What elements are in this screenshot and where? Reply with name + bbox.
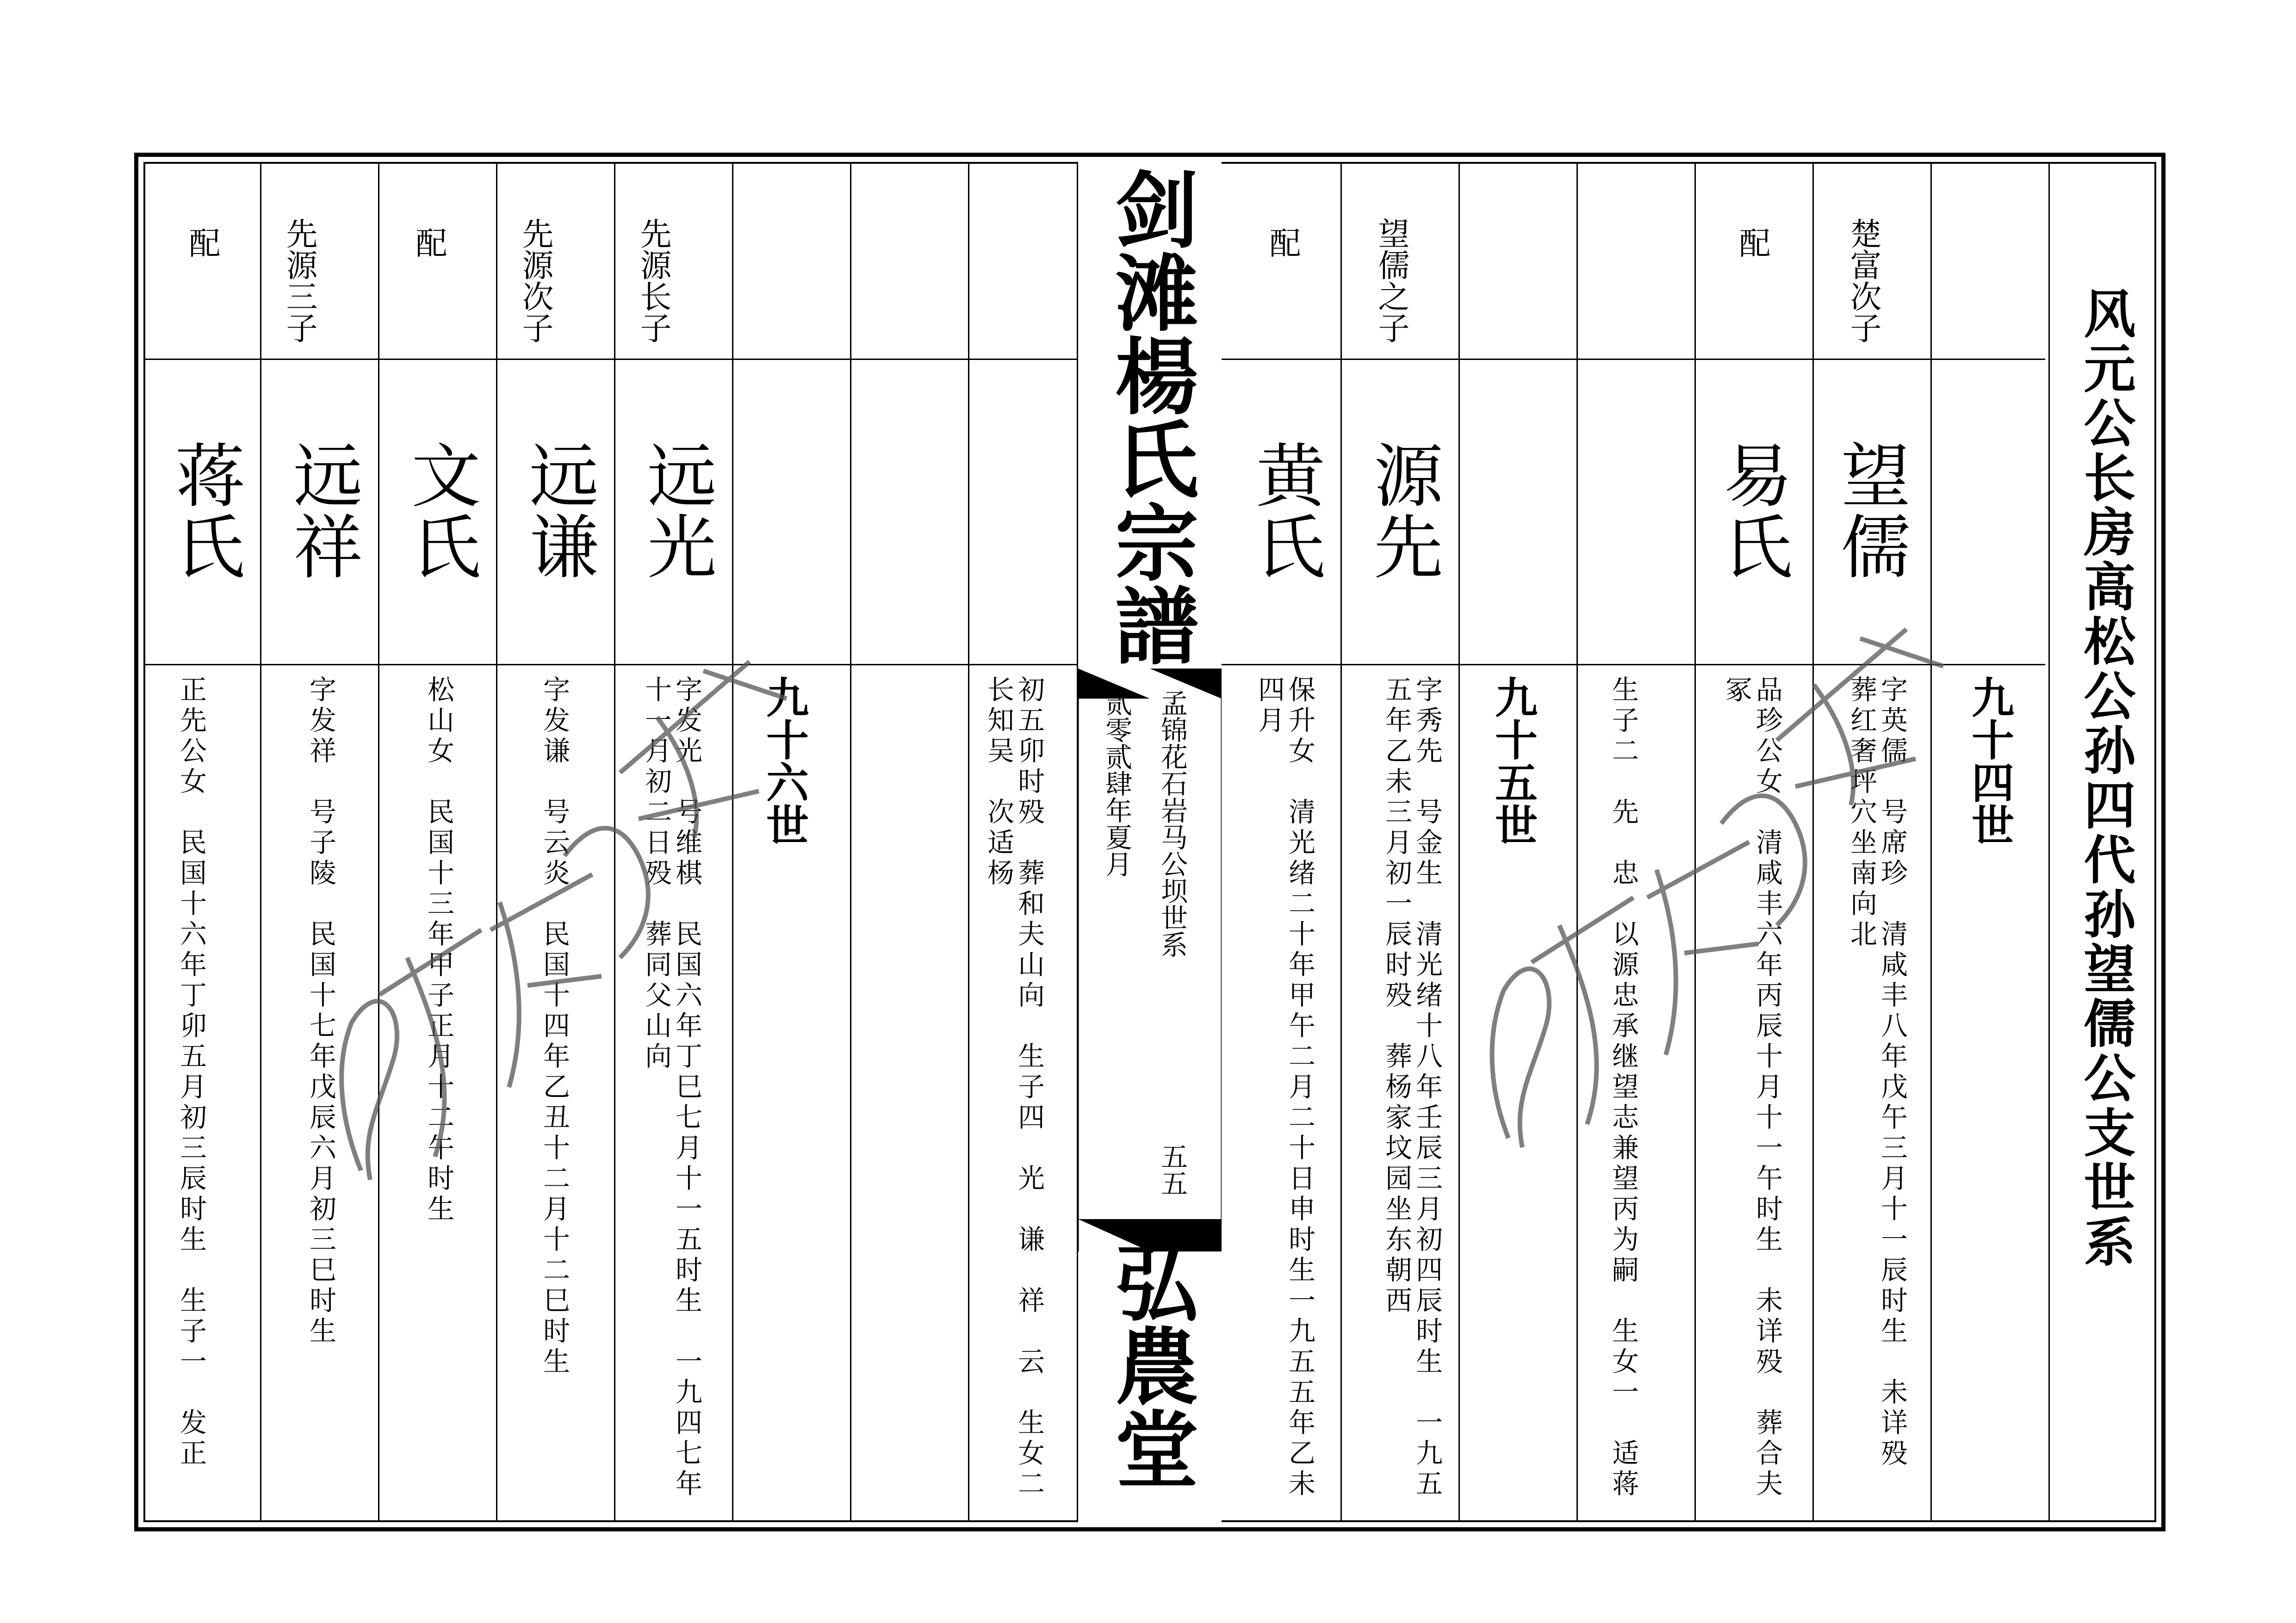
wangru-name: 望儒 <box>1829 440 1910 582</box>
yuanqian-wife-bio: 松山女 民国十三年甲子正月十二午时生 <box>423 675 454 1225</box>
yuanxian-wife-name: 黄氏 <box>1244 440 1324 582</box>
page-title: 风元公长房高松公孙四代孙望儒公支世系 <box>2075 287 2136 1270</box>
yuanxiang-name: 远祥 <box>281 440 362 582</box>
generation-95-label: 九十五世 <box>1488 675 1538 846</box>
yuanguang-bio: 字发光 号维棋 民国六年丁巳七月十一五时生 一九四七年十一月初二日殁 葬同父山向 <box>640 675 702 1500</box>
band-page-number: 五五 <box>1156 1143 1188 1196</box>
yuanxiang-wife-name: 蒋氏 <box>163 440 244 582</box>
yuanxian-role: 望儒之子 <box>1373 217 1409 343</box>
yuanqian-wife-name: 文氏 <box>399 440 480 582</box>
yuanxiang-bio: 字发祥 号子陵 民国十七年戊辰六月初三巳时生 <box>305 675 336 1347</box>
watermark-calligraphy-left <box>241 578 842 1272</box>
wangru-wife-bio: 品珍公女 清咸丰六年丙辰十月十一午时生 未详殁 葬合夫冢 <box>1721 675 1783 1500</box>
column-7 <box>851 162 969 1522</box>
wangru-bio: 字英儒 号席珍 清咸丰八年戊午三月十一辰时生 未详殁 葬红奢坪穴坐南向北 <box>1846 675 1908 1500</box>
yuanqian-name: 远谦 <box>517 440 598 582</box>
generation-96-label: 九十六世 <box>759 675 809 846</box>
yuanxiang-wife-role: 配 <box>184 227 220 258</box>
yuanqian-role: 先源次子 <box>517 217 553 343</box>
yuanguang-name: 远光 <box>635 440 716 582</box>
wangru-role: 楚富次子 <box>1845 217 1881 343</box>
yuanxian-bio: 字秀先 号金生 清光绪十八年壬辰三月初四辰时生 一九五五年乙未三月初一辰时殁 葬杨家坟园坐东朝西 <box>1381 675 1443 1500</box>
yuanxian-wife-bio: 保升女 清光绪二十年甲午二月二十日申时生一九五五年乙未四月 <box>1253 675 1316 1500</box>
band-line-2: 贰零贰肆年夏月 <box>1101 689 1132 877</box>
yuanxiang-role: 先源三子 <box>281 217 317 343</box>
yuanxian-issue: 初五卯时殁 葬和夫山向 生子四 光 谦 祥 云 生女二 长知吴 次适杨 <box>983 675 1045 1530</box>
yuanguang-role: 先源长子 <box>635 217 671 343</box>
hall-name: 弘農堂 <box>1101 1240 1199 1490</box>
yuanxian-name: 源先 <box>1362 440 1442 582</box>
wangru-issue: 生子二 先 忠 以源忠承继望志兼望丙为嗣 生女一 适蒋 <box>1607 675 1639 1500</box>
genealogy-title: 剑滩楊氏宗譜 <box>1101 167 1199 666</box>
yuanqian-wife-role: 配 <box>410 227 447 258</box>
wangru-wife-role: 配 <box>1734 227 1770 258</box>
watermark-calligraphy-right <box>1416 564 2017 1212</box>
yuanqian-bio: 字发谦 号云炎 民国十四年乙丑十二月十二巳时生 <box>539 675 570 1378</box>
wangru-wife-name: 易氏 <box>1711 440 1792 582</box>
band-line-1: 孟锦花石岩马公坝世系 <box>1156 689 1188 958</box>
generation-94-label: 九十四世 <box>1965 675 2015 846</box>
yuanxiang-wife-bio: 正先公女 民国十六年丁卯五月初三辰时生 生子一 发正 <box>175 675 207 1469</box>
yuanxian-wife-role: 配 <box>1264 227 1301 258</box>
